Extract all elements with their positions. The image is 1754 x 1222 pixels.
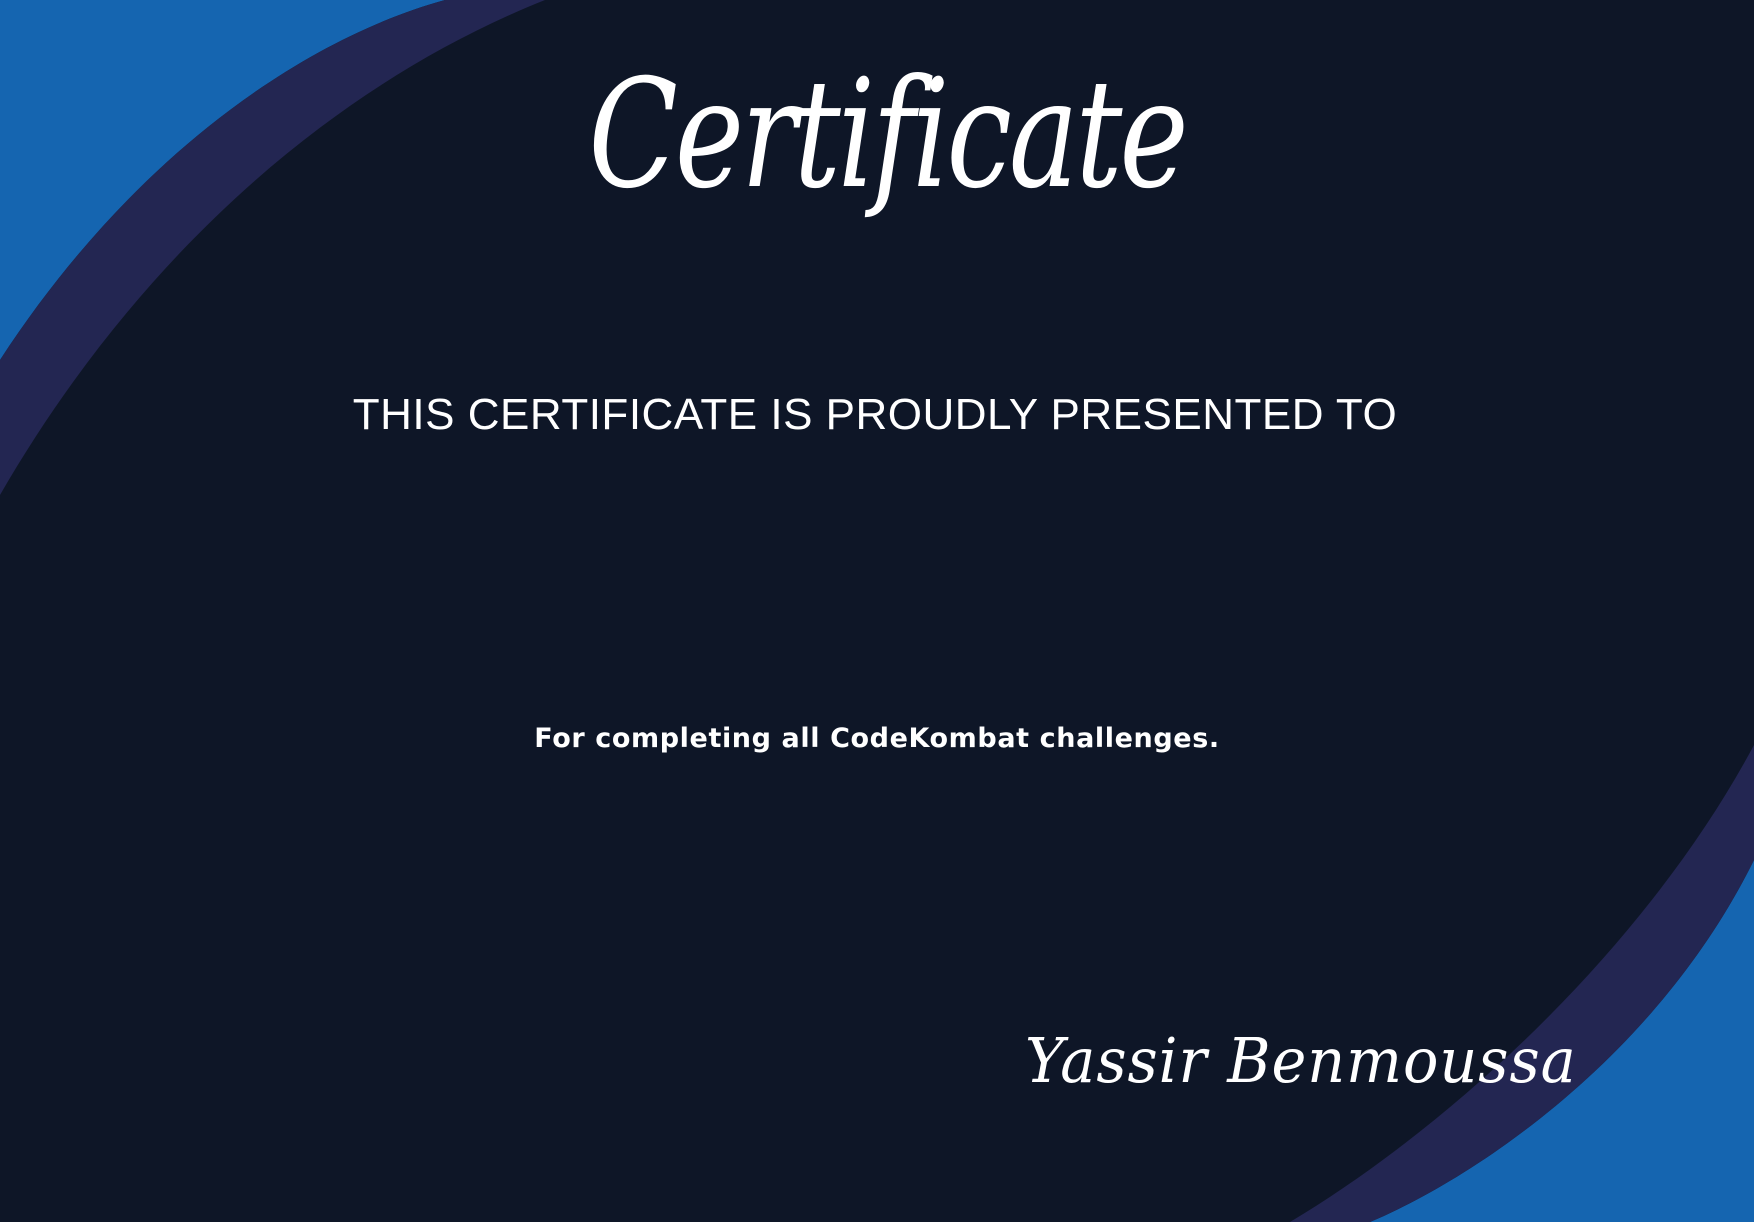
presented-to-line: THIS CERTIFICATE IS PROUDLY PRESENTED TO — [352, 390, 1398, 439]
certificate-title: Certificate — [588, 48, 1186, 222]
certificate-reason: For completing all CodeKombat challenges. — [534, 723, 1220, 754]
recipient-name-area — [0, 520, 1754, 640]
signature: Yassir Benmoussa — [1025, 1024, 1577, 1097]
